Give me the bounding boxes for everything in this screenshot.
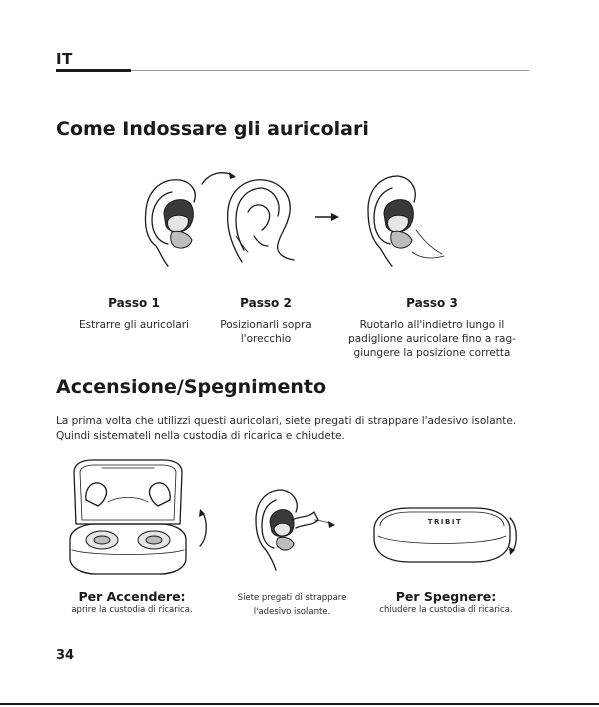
step-2-title: Passo 2 xyxy=(240,296,292,310)
power-paragraph-line2: Quindi sistemateli nella custodia di ricarica e chiudete. xyxy=(56,430,345,442)
step-3-text-line2: padiglione auricolare fino a rag- xyxy=(348,333,516,345)
earbud-insulation-tab-illustration xyxy=(252,486,342,572)
step-3-text-line3: giungere la posizione corretta xyxy=(353,347,511,359)
caption-insulation-line2: l'adesivo isolante. xyxy=(253,607,331,617)
case-logo: TRIBIT xyxy=(427,518,463,526)
power-paragraph-line1: La prima volta che utilizzi questi auricolari, siete pregati di strappare l'adesivo isolante. xyxy=(56,415,517,427)
step-2-text-line2: l'orecchio xyxy=(240,333,292,345)
step-3-title: Passo 3 xyxy=(406,296,458,310)
arrow-right-icon xyxy=(314,212,340,222)
close-arrow-icon xyxy=(506,516,522,556)
section-title-wearing: Come Indossare gli auricolari xyxy=(56,118,369,140)
closed-charging-case-illustration xyxy=(370,506,520,566)
bottom-rule xyxy=(0,703,599,705)
header-rule-thin xyxy=(131,70,529,71)
earbud-illustration-step1 xyxy=(142,170,202,270)
caption-power-off-text: chiudere la custodia di ricarica. xyxy=(379,605,513,615)
ear-illustration-step2 xyxy=(222,176,300,268)
language-code: IT xyxy=(56,50,73,68)
caption-power-on-text: aprire la custodia di ricarica. xyxy=(71,605,193,615)
step-1-title: Passo 1 xyxy=(108,296,160,310)
earbud-on-ear-illustration-step3 xyxy=(364,170,448,268)
open-arrow-icon xyxy=(196,508,212,548)
open-charging-case-illustration xyxy=(62,458,194,582)
step-2-text-line1: Posizionarli sopra xyxy=(220,319,312,331)
section-title-power: Accensione/Spegnimento xyxy=(56,376,327,398)
caption-power-off-title: Per Spegnere: xyxy=(395,589,497,604)
caption-insulation-line1: Siete pregati di strappare xyxy=(237,593,347,603)
step-3-text-line1: Ruotarlo all'indietro lungo il xyxy=(359,319,505,331)
page-number: 34 xyxy=(56,648,75,663)
header-rule-thick xyxy=(56,69,131,72)
caption-power-on-title: Per Accendere: xyxy=(78,589,186,604)
power-paragraph xyxy=(56,414,536,444)
step-1-text: Estrarre gli auricolari xyxy=(79,319,189,331)
